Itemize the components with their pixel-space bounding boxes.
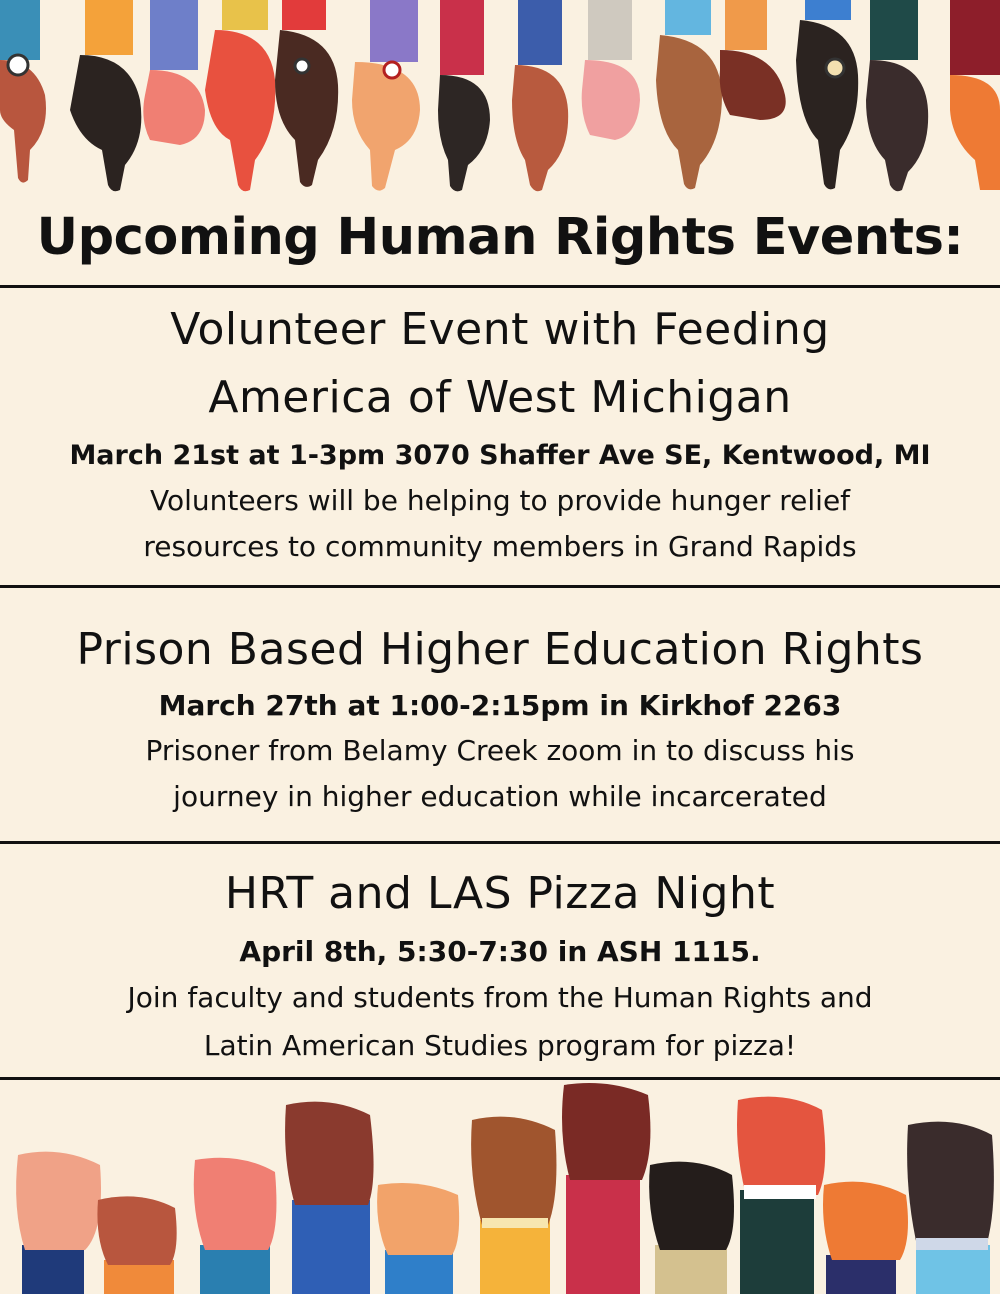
divider bbox=[0, 841, 1000, 844]
event-description: Volunteers will be helping to provide hunger relief bbox=[149, 484, 851, 517]
event-title: HRT and LAS Pizza Night bbox=[224, 868, 776, 919]
page-title: Upcoming Human Rights Events: bbox=[36, 208, 964, 267]
event-title: Volunteer Event with Feeding bbox=[170, 304, 830, 355]
event-datetime-location: March 21st at 1-3pm 3070 Shaffer Ave SE, Kentwood, MI bbox=[69, 440, 931, 471]
event-volunteer bbox=[0, 296, 1000, 570]
raised-fists-illustration bbox=[0, 1080, 1000, 1294]
event-description: Latin American Studies program for pizza! bbox=[203, 1029, 797, 1062]
event-prison-education bbox=[0, 616, 1000, 820]
event-pizza-night bbox=[0, 860, 1000, 1070]
hands-pointing-down-illustration bbox=[0, 0, 1000, 192]
event-description: resources to community members in Grand Rapids bbox=[143, 530, 857, 563]
divider bbox=[0, 285, 1000, 288]
event-description: journey in higher education while incarcerated bbox=[173, 780, 827, 813]
event-title: Prison Based Higher Education Rights bbox=[76, 624, 924, 675]
event-description: Prisoner from Belamy Creek zoom in to discuss his bbox=[145, 734, 855, 767]
event-datetime-location: March 27th at 1:00-2:15pm in Kirkhof 2263 bbox=[158, 689, 842, 722]
event-datetime-location: April 8th, 5:30-7:30 in ASH 1115. bbox=[239, 935, 761, 968]
event-title: America of West Michigan bbox=[208, 372, 792, 423]
divider bbox=[0, 585, 1000, 588]
event-description: Join faculty and students from the Human Rights and bbox=[127, 981, 873, 1014]
